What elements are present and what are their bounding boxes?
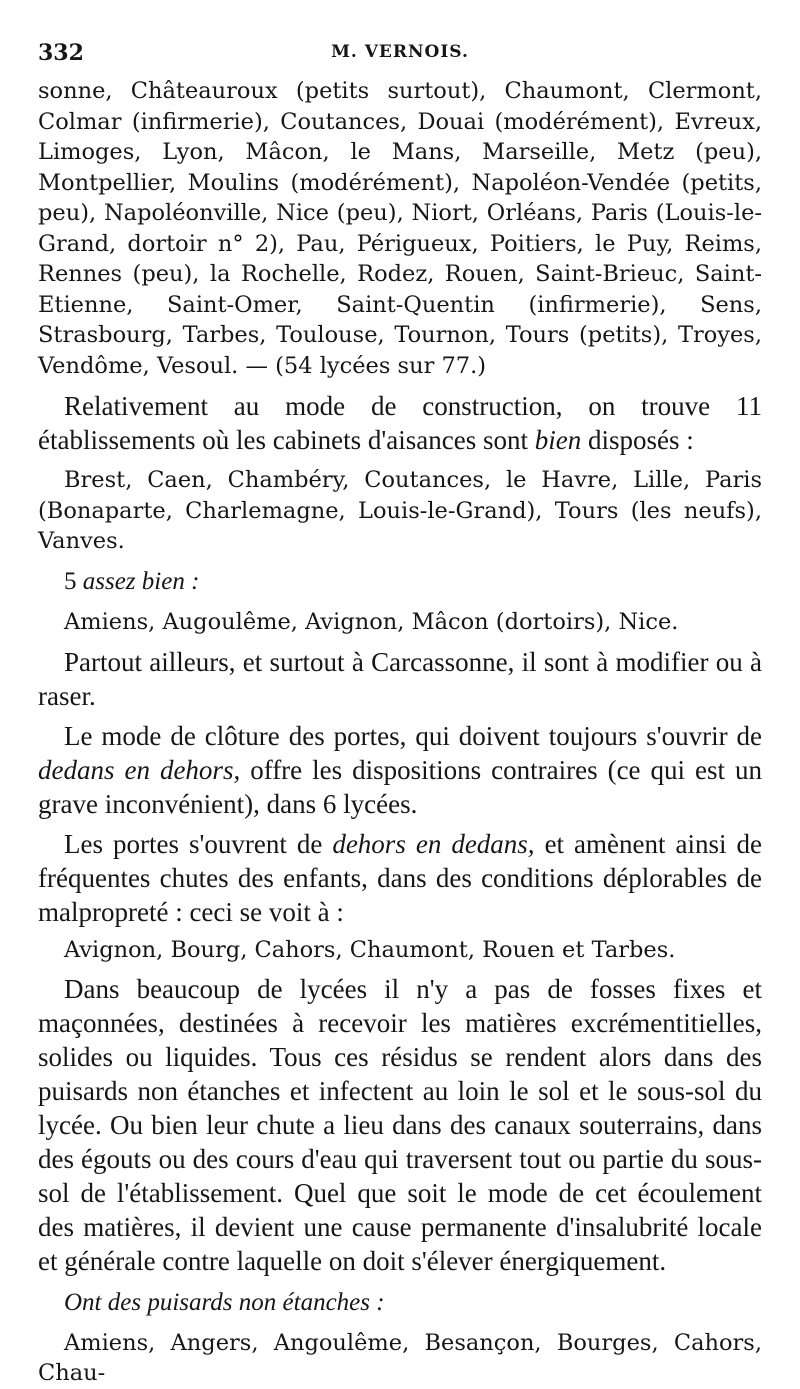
list-puisards: Amiens, Angers, Angoulême, Besançon, Bourges, Cahors, Chau- — [38, 1329, 762, 1386]
paragraph-text: Les portes s'ouvrent de — [64, 829, 333, 859]
paragraph-door-closure — [38, 719, 762, 821]
paragraph-doors-open — [38, 827, 762, 929]
paragraph-construction — [38, 389, 762, 457]
lycee-list-continuation: sonne, Châteauroux (petits surtout), Chaumont, Clermont, Colmar (infirmerie), Coutances, Douai (modérément), Evreux, Limoges, Lyon, Mâcon, le Mans, Marseille, Metz (peu), Montpellier, Moulins (modérément), Napoléon-Vendée (petits, peu), Napoléonville, Nice (peu), Niort, Orléans, Paris (Louis-le-Grand, dortoir n° 2), Pau, Périgueux, Poitiers, le Puy, Reims, Rennes (peu), la Rochelle, Rodez, Rouen, Saint-Brieuc, Saint-Etienne, Saint-Omer, Saint-Quentin (infirmerie), Sens, Strasbourg, Tarbes, Toulouse, Tournon, Tours (petits), Troyes, Vendôme, Vesoul. — (54 lycées sur 77.) — [38, 78, 762, 379]
emphasis-text: bien — [534, 425, 582, 455]
page-number: 332 — [38, 40, 84, 66]
list-doors: Avignon, Bourg, Cahors, Chaumont, Rouen et Tarbes. — [64, 937, 676, 963]
paragraph-text: Le mode de clôture des portes, qui doivent toujours s'ouvrir de — [64, 721, 762, 751]
running-head: M. VERNOIS. — [331, 42, 469, 62]
count-number: 5 — [64, 567, 77, 595]
page-header — [38, 40, 762, 76]
list-well-disposed: Brest, Caen, Chambéry, Coutances, le Havre, Lille, Paris (Bonaparte, Charlemagne, Louis-le-Grand), Tours (les neufs), Vanves. — [38, 467, 762, 554]
paragraph-partout: Partout ailleurs, et surtout à Carcassonne, il sont à modifier ou à raser. — [38, 647, 762, 711]
paragraph-text: disposés : — [581, 425, 694, 455]
emphasis-text: dehors en dedans, — [332, 829, 535, 859]
lead-puisards — [38, 1286, 762, 1320]
paragraph-text: Relativement au mode de construction, on trouve 11 établissements où les cabinets d'aisances sont — [38, 391, 762, 455]
paragraph-text: offre les dispositions contraires (ce qui est un grave inconvénient), dans 6 lycées. — [38, 755, 762, 819]
list-fairly-well: Amiens, Augoulême, Avignon, Mâcon (dortoirs), Nice. — [64, 608, 679, 635]
emphasis-text: Ont des puisards non étanches : — [64, 1288, 385, 1316]
emphasis-text: assez bien : — [82, 567, 200, 595]
paragraph-text: et amènent ainsi de fréquentes chutes des enfants, dans des conditions déplorables de malpropreté : ceci se voit à : — [38, 829, 762, 927]
emphasis-text: dedans en dehors, — [38, 755, 241, 785]
lead-assez-bien — [38, 565, 762, 599]
paragraph-cesspits: Dans beaucoup de lycées il n'y a pas de fosses fixes et maçonnées, destinées à recevoir les matières excrémentitielles, solides ou liquides. Tous ces résidus se rendent alors dans des puisards non étanches et infectent au loin le sol et le sous-sol du lycée. Ou bien leur chute a lieu dans des canaux souterrains, dans des égouts ou des cours d'eau qui traversent tout ou partie du sous-sol de l'établissement. Quel que soit le mode de cet écoulement des matières, il devient une cause permanente d'insalubrité locale et générale contre laquelle on doit s'élever énergiquement. — [38, 973, 762, 1276]
